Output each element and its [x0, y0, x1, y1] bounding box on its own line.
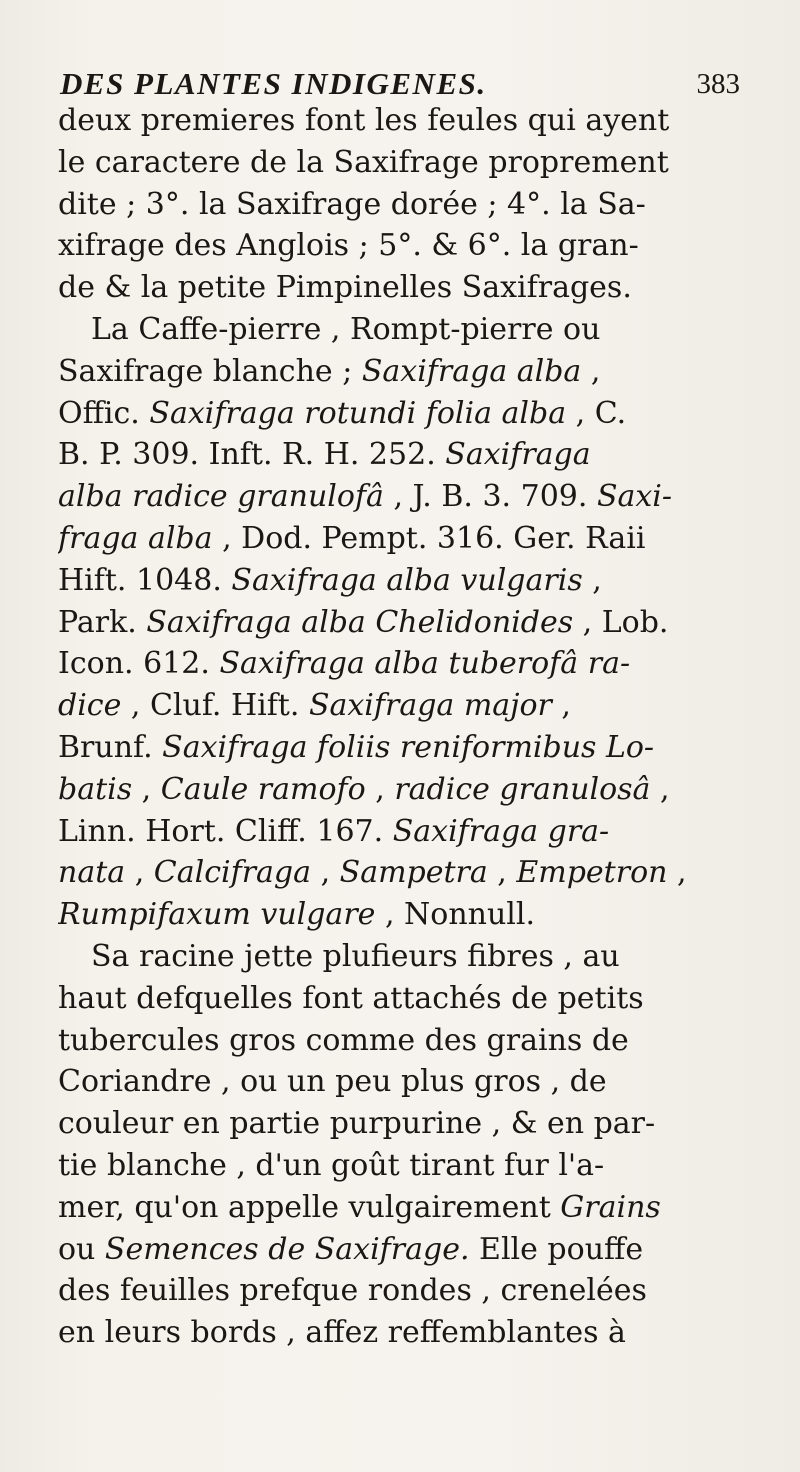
- italic-segment: Saxifraga foliis reniformibus Lo-: [162, 729, 655, 765]
- text-segment: Park.: [58, 604, 147, 640]
- italic-segment: Rumpifaxum vulgare: [58, 897, 376, 933]
- text-segment: , Lob.: [573, 604, 669, 640]
- text-line: [58, 1270, 748, 1312]
- text-segment: ,: [582, 562, 602, 598]
- text-segment: ,: [581, 353, 601, 389]
- text-segment: Elle pouffe: [469, 1231, 644, 1267]
- text-segment: deux premieres font les feules qui ayent: [58, 103, 670, 138]
- italic-segment: Calcifraga: [153, 855, 312, 891]
- text-line: [58, 894, 748, 936]
- text-line: [58, 476, 748, 518]
- text-line: [58, 1103, 748, 1145]
- italic-segment: batis: [58, 771, 133, 807]
- italic-segment: Saxi-: [596, 479, 673, 515]
- italic-segment: dice: [58, 688, 122, 724]
- text-segment: Icon. 612.: [58, 646, 220, 682]
- text-segment: Offic.: [58, 395, 150, 431]
- text-segment: Coriandre , ou un peu plus gros , de: [58, 1064, 607, 1100]
- text-segment: ,: [650, 771, 670, 807]
- text-segment: ,: [365, 771, 395, 807]
- italic-segment: nata: [58, 855, 126, 891]
- text-line: [58, 1187, 748, 1229]
- text-segment: tie blanche , d'un goût tirant fur l'a-: [58, 1147, 605, 1183]
- text-line: [58, 142, 748, 184]
- text-segment: , Dod. Pempt. 316. Ger. Raii: [212, 520, 646, 556]
- text-line: [58, 225, 748, 267]
- text-line: [58, 852, 748, 894]
- text-segment: Hift. 1048.: [58, 562, 232, 598]
- text-line: [58, 393, 748, 435]
- text-line: [58, 978, 748, 1020]
- text-line: [58, 100, 748, 142]
- text-line: [58, 602, 748, 644]
- text-segment: ,: [311, 855, 340, 891]
- running-head: DES PLANTES INDIGENES.: [60, 66, 487, 101]
- text-line: [58, 1020, 748, 1062]
- italic-segment: alba radice granulofâ: [58, 479, 384, 515]
- italic-segment: Saxifraga major: [308, 688, 552, 724]
- text-line: [58, 434, 748, 476]
- text-segment: , Nonnull.: [375, 897, 536, 933]
- text-line: [58, 560, 748, 602]
- text-segment: haut defquelles font attachés de petits: [58, 980, 644, 1016]
- italic-segment: Saxifraga rotundi folia alba: [149, 395, 567, 431]
- text-line: [58, 518, 748, 560]
- text-segment: ,: [125, 855, 154, 891]
- text-line: [58, 309, 748, 351]
- text-segment: ,: [487, 855, 517, 891]
- text-line: [58, 643, 748, 685]
- text-segment: Sa racine jette plufieurs fibres , au: [91, 938, 620, 974]
- text-line: [58, 727, 748, 769]
- text-segment: mer, qu'on appelle vulgairement: [58, 1189, 561, 1225]
- text-line: [58, 1145, 748, 1187]
- italic-segment: Saxifraga gra-: [392, 813, 610, 849]
- italic-segment: Saxifraga alba tuberofâ ra-: [219, 646, 631, 682]
- text-line: [58, 936, 748, 978]
- text-segment: le caractere de la Saxifrage proprement: [58, 144, 669, 180]
- text-line: [58, 1229, 748, 1271]
- italic-segment: radice granulosâ: [394, 771, 651, 807]
- italic-segment: Caule ramofo: [160, 771, 366, 807]
- text-line: [58, 685, 748, 727]
- italic-segment: Saxifraga alba Chelidonides: [146, 604, 574, 640]
- text-segment: des feuilles prefque rondes , crenelées: [58, 1273, 647, 1309]
- text-segment: Saxifrage blanche ;: [58, 353, 362, 389]
- page-number: 383: [696, 68, 740, 100]
- italic-segment: Saxifraga: [445, 437, 591, 473]
- text-segment: , C.: [566, 395, 627, 431]
- body-text: [58, 100, 748, 1354]
- text-segment: ,: [667, 855, 687, 891]
- italic-segment: Saxifraga alba: [361, 353, 582, 389]
- text-segment: xifrage des Anglois ; 5°. & 6°. la gran-: [58, 228, 639, 264]
- text-segment: ou: [58, 1231, 105, 1267]
- text-line: [58, 769, 748, 811]
- text-segment: B. P. 309. Inft. R. H. 252.: [58, 437, 446, 473]
- text-segment: couleur en partie purpurine , & en par-: [58, 1106, 656, 1142]
- italic-segment: fraga alba: [58, 520, 213, 556]
- text-segment: Brunf.: [58, 729, 163, 765]
- text-segment: , Cluf. Hift.: [121, 688, 309, 724]
- text-segment: La Caffe-pierre , Rompt-pierre ou: [91, 311, 601, 347]
- italic-segment: Sampetra: [339, 855, 488, 891]
- text-segment: tubercules gros comme des grains de: [58, 1022, 629, 1058]
- italic-segment: Grains: [560, 1189, 661, 1225]
- text-line: [58, 267, 748, 309]
- text-segment: Linn. Hort. Cliff. 167.: [58, 813, 393, 849]
- italic-segment: Empetron: [516, 855, 668, 891]
- text-segment: en leurs bords , affez reffemblantes à: [58, 1315, 626, 1351]
- italic-segment: Semences de Saxifrage.: [104, 1231, 470, 1267]
- text-line: [58, 184, 748, 226]
- italic-segment: Saxifraga alba vulgaris: [231, 562, 583, 598]
- text-segment: de & la petite Pimpinelles Saxifrages.: [58, 270, 632, 306]
- text-line: [58, 1061, 748, 1103]
- text-line: [58, 351, 748, 393]
- text-segment: , J. B. 3. 709.: [383, 479, 597, 515]
- text-line: [58, 811, 748, 853]
- text-segment: ,: [551, 688, 571, 724]
- text-line: [58, 1312, 748, 1354]
- text-segment: dite ; 3°. la Saxifrage dorée ; 4°. la Sa-: [58, 186, 646, 222]
- text-segment: ,: [132, 771, 161, 807]
